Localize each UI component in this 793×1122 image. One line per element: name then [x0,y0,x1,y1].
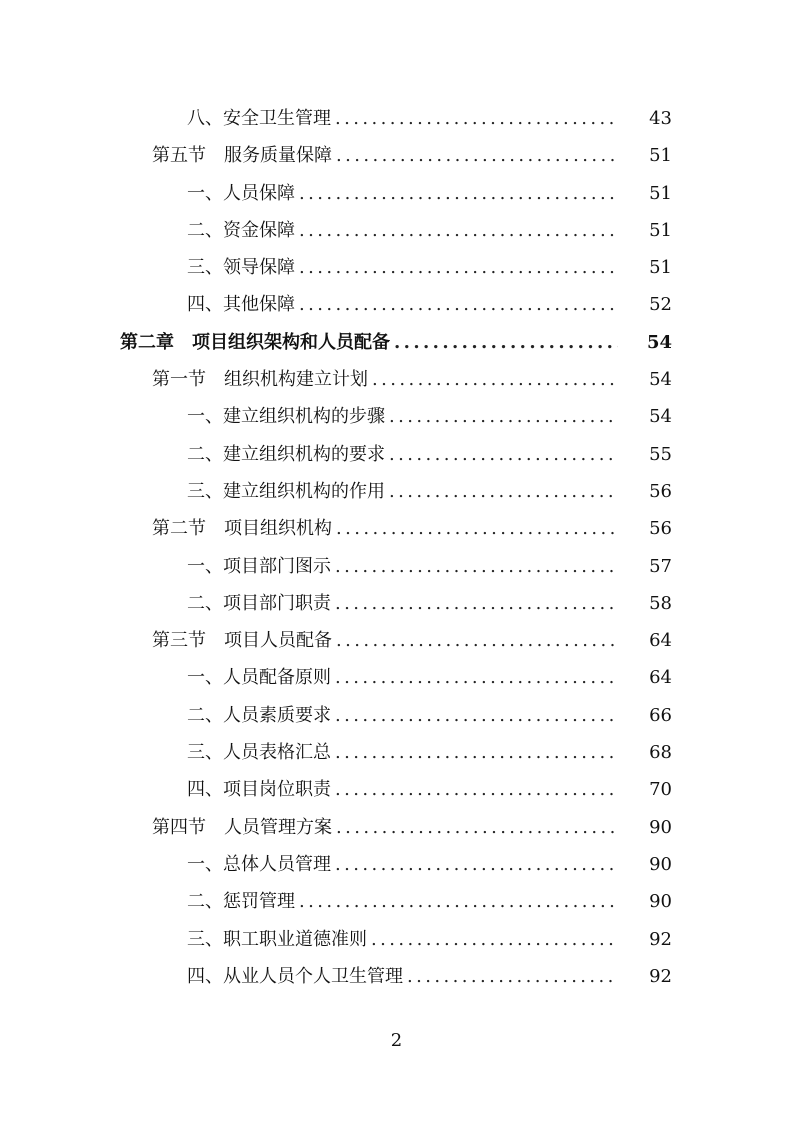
toc-entry-title: 二、惩罚管理 [187,891,295,913]
toc-entry[interactable] [0,921,793,958]
toc-entry[interactable] [0,100,793,137]
dot-leader [335,585,618,622]
toc-entry[interactable] [0,771,793,808]
toc-entry-page: 68 [649,742,672,764]
dot-leader [407,958,618,995]
dot-leader [389,473,618,510]
toc-entry[interactable] [0,398,793,435]
dot-leader [299,175,618,212]
toc-entry-page: 56 [649,518,672,540]
toc-entry-title: 四、项目岗位职责 [187,779,331,801]
dot-leader [336,809,618,846]
toc-entry[interactable] [0,734,793,771]
dot-leader [372,361,618,398]
toc-entry-page: 54 [646,331,672,353]
dot-leader [336,137,618,174]
toc-entry[interactable] [0,286,793,323]
dot-leader [335,100,618,137]
toc-entry[interactable] [0,249,793,286]
dot-leader [389,398,618,435]
toc-entry[interactable] [0,809,793,846]
toc-entry-title: 一、人员保障 [187,182,295,204]
toc-entry-page: 90 [649,853,672,875]
toc-entry[interactable] [0,548,793,585]
dot-leader [335,548,618,585]
toc-entry[interactable] [0,175,793,212]
toc-entry[interactable] [0,510,793,547]
toc-entry-page: 51 [649,219,672,241]
toc-entry-title: 三、人员表格汇总 [187,742,331,764]
toc-entry[interactable] [0,622,793,659]
toc-entry[interactable] [0,697,793,734]
toc-entry-title: 第五节 服务质量保障 [152,145,332,167]
page-number: 2 [390,1030,403,1051]
toc-entry-page: 90 [649,891,672,913]
toc-entry-title: 第四节 人员管理方案 [152,816,332,838]
toc-entry-page: 66 [649,704,672,726]
dot-leader [389,436,618,473]
toc-entry[interactable] [0,473,793,510]
toc-entry-page: 51 [649,145,672,167]
toc-entry[interactable] [0,361,793,398]
toc-entry-title: 一、建立组织机构的步骤 [187,406,385,428]
dot-leader [335,846,618,883]
dot-leader [335,659,618,696]
toc-entry-title: 一、总体人员管理 [187,853,331,875]
dot-leader [336,622,618,659]
toc-entry-title: 二、人员素质要求 [187,704,331,726]
toc-entry-title: 二、项目部门职责 [187,592,331,614]
dot-leader [299,212,618,249]
toc-entry-title: 四、从业人员个人卫生管理 [187,965,403,987]
toc-entry-title: 第二章 项目组织架构和人员配备 [120,331,390,353]
toc-entry-page: 55 [649,443,672,465]
dot-leader [371,921,618,958]
toc-entry-title: 第三节 项目人员配备 [152,630,332,652]
toc-entry[interactable] [0,846,793,883]
table-of-contents [0,100,793,995]
toc-entry-page: 64 [649,630,672,652]
toc-entry-title: 三、职工职业道德准则 [187,928,367,950]
toc-entry-page: 64 [649,667,672,689]
toc-entry-page: 52 [649,294,672,316]
dot-leader [335,771,618,808]
toc-entry-title: 一、项目部门图示 [187,555,331,577]
dot-leader [299,286,618,323]
toc-chapter-entry[interactable] [0,324,793,361]
toc-entry-title: 八、安全卫生管理 [187,108,331,129]
toc-entry-page: 51 [649,257,672,279]
toc-entry-page: 43 [649,108,672,129]
toc-entry[interactable] [0,659,793,696]
dot-leader [299,883,618,920]
toc-entry-page: 92 [649,928,672,950]
toc-entry-page: 56 [649,480,672,502]
toc-entry-page: 92 [649,965,672,987]
toc-entry-page: 54 [649,406,672,428]
dot-leader [336,510,618,547]
toc-entry-title: 二、资金保障 [187,219,295,241]
toc-entry-page: 70 [649,779,672,801]
toc-entry-title: 一、人员配备原则 [187,667,331,689]
toc-entry-page: 54 [649,369,672,391]
toc-entry[interactable] [0,883,793,920]
toc-entry[interactable] [0,212,793,249]
toc-entry-title: 三、领导保障 [187,257,295,279]
toc-entry[interactable] [0,585,793,622]
toc-entry-title: 三、建立组织机构的作用 [187,480,385,502]
toc-entry[interactable] [0,436,793,473]
dot-leader [335,697,618,734]
dot-leader [335,734,618,771]
toc-entry-page: 51 [649,182,672,204]
toc-entry[interactable] [0,958,793,995]
toc-entry-page: 58 [649,592,672,614]
toc-entry-page: 57 [649,555,672,577]
toc-entry-title: 第二节 项目组织机构 [152,518,332,540]
dot-leader [299,249,618,286]
toc-entry-page: 90 [649,816,672,838]
dot-leader [394,324,618,361]
toc-entry[interactable] [0,137,793,174]
toc-entry-title: 二、建立组织机构的要求 [187,443,385,465]
toc-entry-title: 第一节 组织机构建立计划 [152,369,368,391]
toc-entry-title: 四、其他保障 [187,294,295,316]
